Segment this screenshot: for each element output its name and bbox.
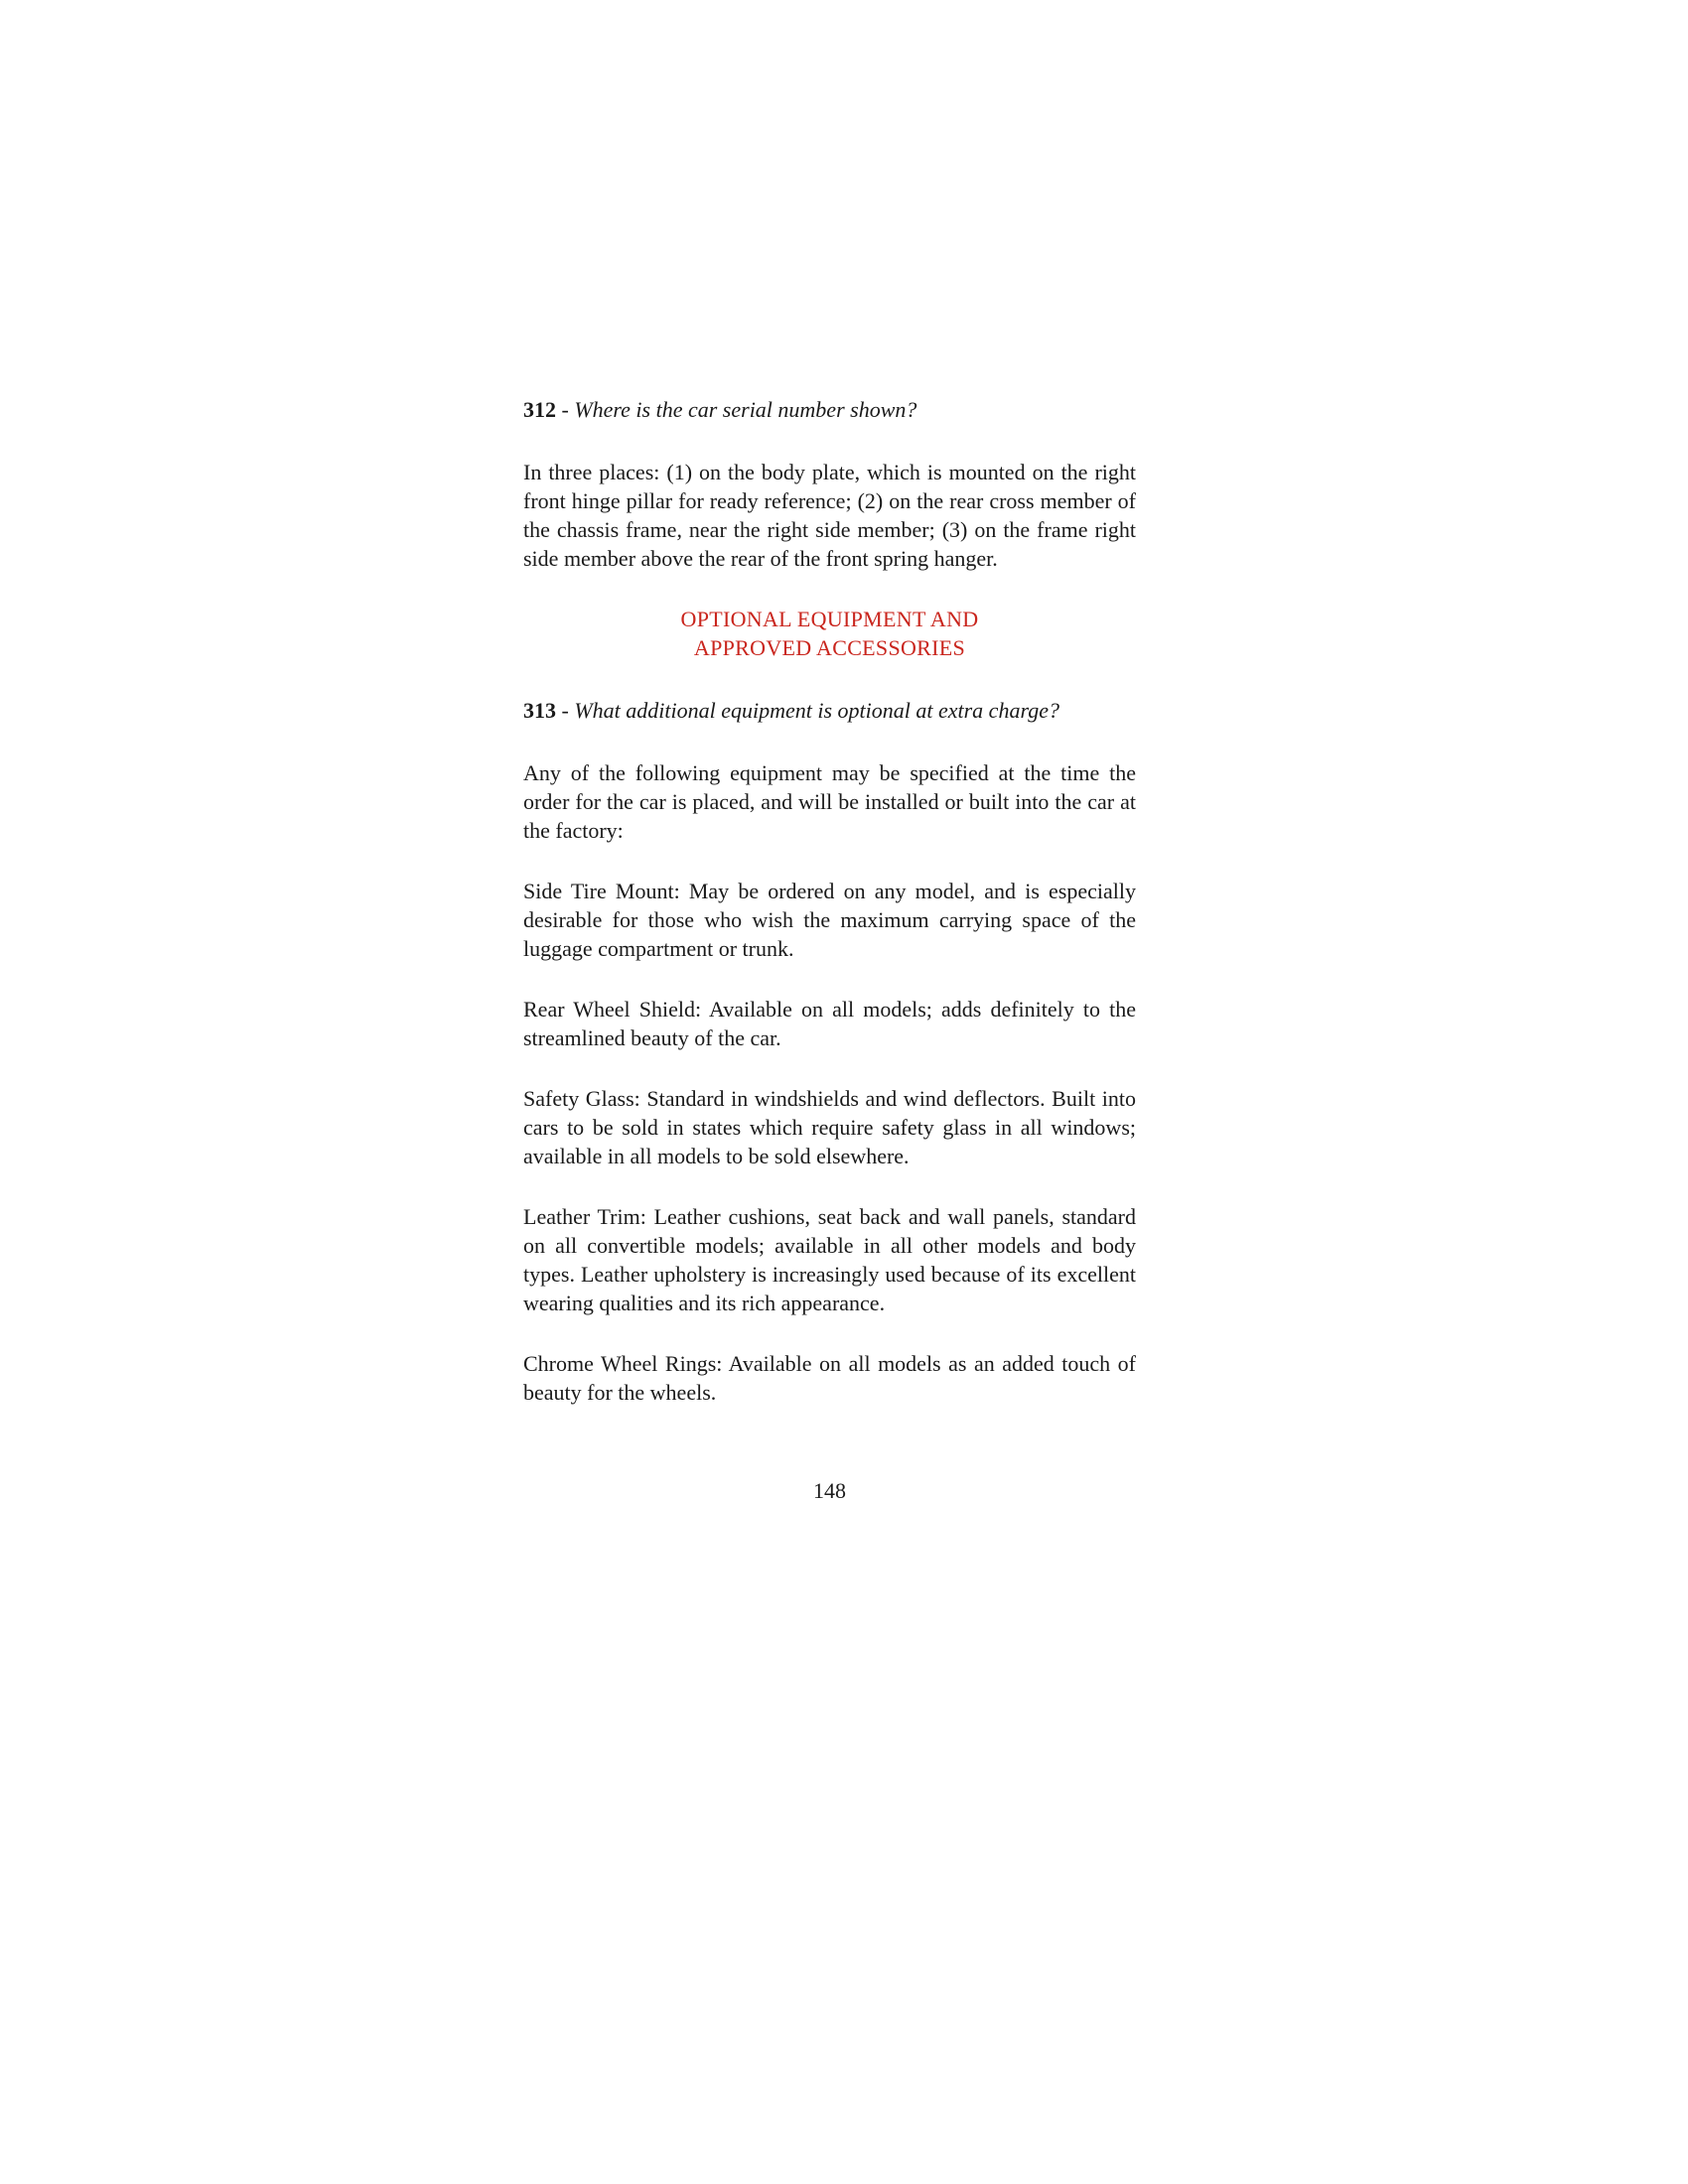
question-313-text: What additional equipment is optional at extra charge? (574, 698, 1059, 723)
section-heading-line1: OPTIONAL EQUIPMENT AND (680, 607, 979, 631)
question-312-separator: - (556, 397, 575, 422)
answer-312: In three places: (1) on the body plate, which is mounted on the right front hinge pillar for ready reference; (2) on the rear cross member of the chassis frame, near the right side member; (3) on the frame right side member above the rear of the front spring hanger. (523, 460, 1136, 571)
question-312-text: Where is the car serial number shown? (574, 397, 917, 422)
text-column (523, 395, 1136, 1505)
question-313-number: 313 (523, 698, 556, 723)
item-leather-trim: Leather Trim: Leather cushions, seat back and wall panels, standard on all convertible models; available in all other models and body types. Leather upholstery is increasingly used because of its excellent wearing qualities and its rich appearance. (523, 1204, 1136, 1315)
question-312 (523, 395, 1136, 424)
item-rear-wheel-shield: Rear Wheel Shield: Available on all models; adds definitely to the streamlined beauty of the car. (523, 997, 1136, 1050)
question-313-separator: - (556, 698, 575, 723)
question-313 (523, 696, 1136, 725)
section-heading-line2: APPROVED ACCESSORIES (693, 635, 966, 660)
question-312-number: 312 (523, 397, 556, 422)
item-safety-glass: Safety Glass: Standard in windshields and wind deflectors. Built into cars to be sold in states which require safety glass in all windows; available in all models to be sold elsewhere. (523, 1086, 1136, 1168)
section-heading (523, 605, 1136, 662)
item-side-tire-mount: Side Tire Mount: May be ordered on any model, and is especially desirable for those who wish the maximum carrying space of the luggage compartment or trunk. (523, 879, 1136, 961)
page-number: 148 (813, 1478, 846, 1503)
answer-313-intro: Any of the following equipment may be specified at the time the order for the car is placed, and will be installed or built into the car at the factory: (523, 760, 1136, 843)
item-chrome-wheel-rings: Chrome Wheel Rings: Available on all models as an added touch of beauty for the wheels. (523, 1351, 1136, 1405)
